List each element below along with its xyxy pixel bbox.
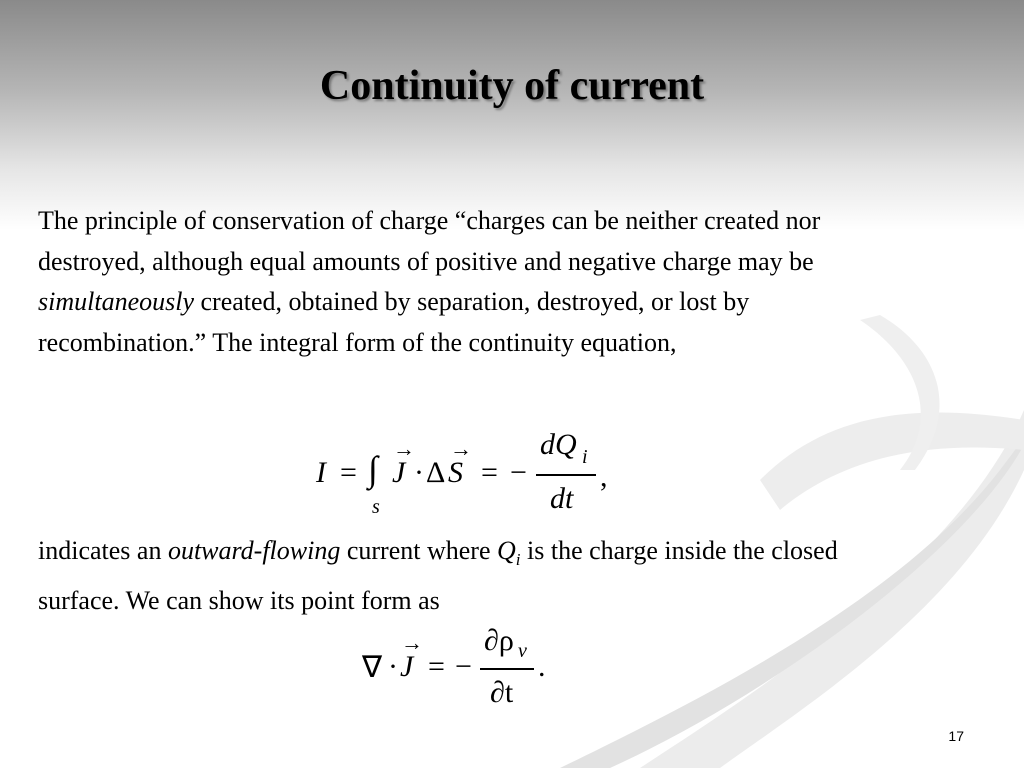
paragraph-outward-flow — [38, 531, 858, 621]
eq2-fraction-bar — [480, 668, 534, 670]
eq1-denominator: dt — [550, 482, 574, 515]
paragraph2-emphasis: outward-flowing — [167, 536, 341, 565]
paragraph2-middle: current where — [340, 536, 497, 565]
eq2-minus: − — [455, 650, 472, 683]
eq1-numerator: dQ — [540, 428, 577, 461]
eq1-J: J — [392, 456, 406, 489]
eq2-numerator: ∂ρ — [484, 624, 514, 657]
eq1-minus: − — [510, 456, 527, 489]
eq1-comma: , — [600, 460, 608, 493]
vector-arrow-icon: → — [450, 436, 472, 461]
eq2-equals: = — [428, 650, 445, 683]
paragraph2-symbol-subscript: i — [515, 550, 521, 570]
eq1-dot: · — [414, 456, 424, 489]
integral-icon: ∫ — [368, 449, 378, 489]
paragraph2-tail: is the charge inside the closed surface. We can show its point form as — [38, 536, 838, 615]
eq1-equals-2: = — [481, 456, 498, 489]
eq2-period: . — [538, 650, 546, 683]
eq1-equals: = — [340, 456, 357, 489]
paragraph2-symbol: Q — [496, 536, 516, 565]
slide-title: Continuity of current — [319, 63, 705, 109]
eq1-integral-subscript: s — [372, 496, 380, 518]
paragraph1-tail: created, obtained by separation, destroyed, or lost by recombination.” The integral form of the continuity equation, — [38, 287, 750, 357]
slide-number: 17 — [948, 728, 964, 744]
eq2-dot: · — [388, 650, 398, 683]
eq2-denominator: ∂t — [490, 676, 514, 709]
eq1-current-symbol: I — [316, 456, 326, 489]
vector-arrow-icon: → — [401, 630, 423, 655]
eq1-S: S — [448, 456, 463, 489]
paragraph-principle — [38, 201, 868, 363]
paragraph1-emphasis: simultaneously — [38, 287, 194, 316]
eq2-J: J — [400, 650, 414, 683]
eq1-fraction-bar — [536, 474, 596, 476]
paragraph1-lead: The principle of conservation of charge “charges can be neither created nor destroyed, although equal amounts of positive and negative charge may be — [38, 206, 821, 276]
nabla-icon: ∇ — [362, 651, 383, 684]
eq1-delta: Δ — [426, 456, 446, 489]
eq2-numerator-subscript: v — [518, 640, 527, 662]
paragraph2-lead: indicates an — [38, 536, 168, 565]
eq1-numerator-subscript: i — [582, 446, 588, 468]
vector-arrow-icon: → — [393, 436, 415, 461]
